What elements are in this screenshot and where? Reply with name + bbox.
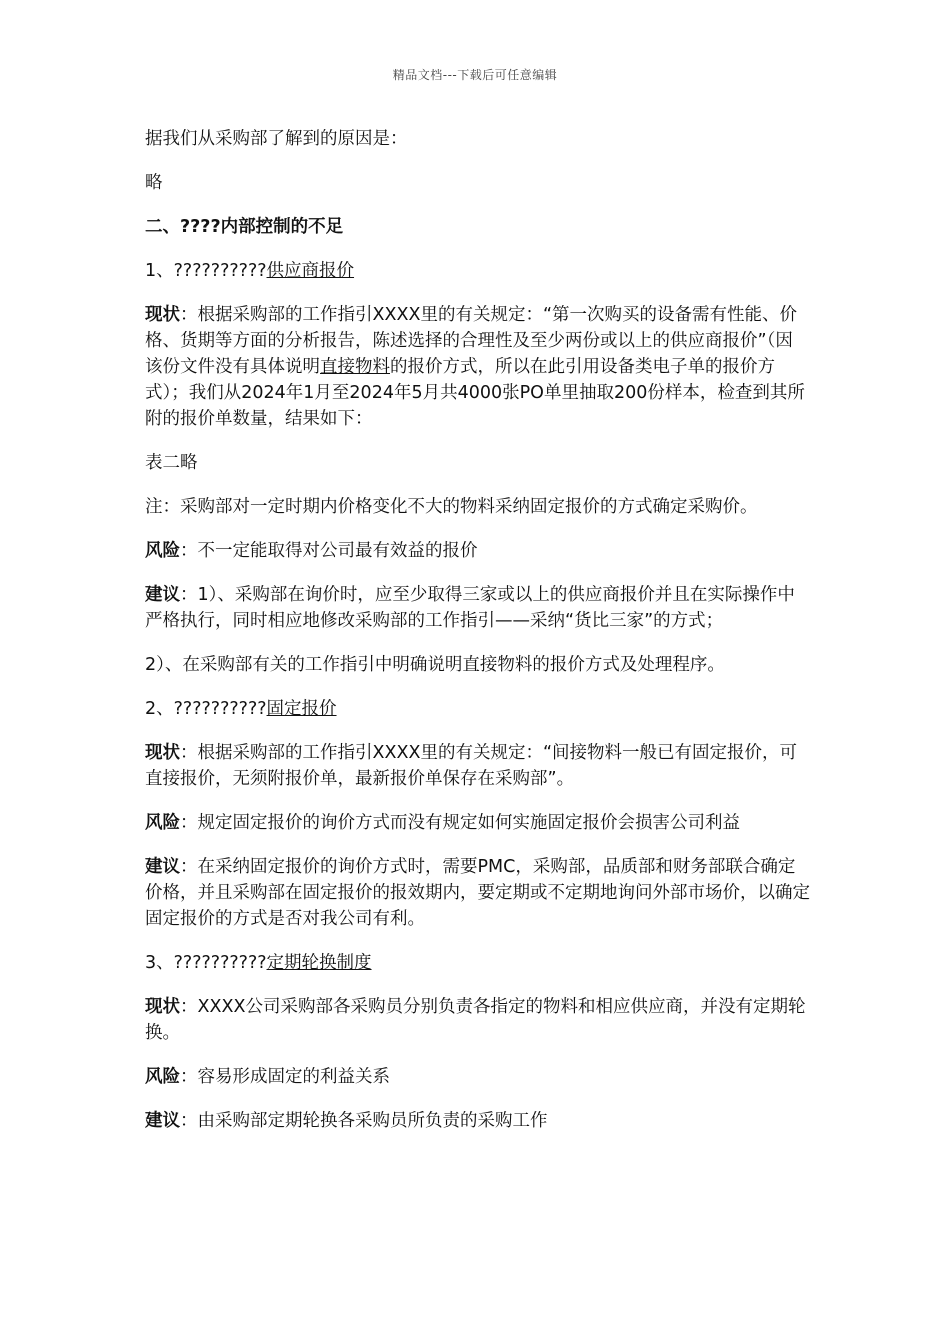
item3-status-text: ：XXXX公司采购部各采购员分别负责各指定的物料和相应供应商，并没有定期轮换。 — [145, 997, 806, 1043]
item3-status-paragraph — [145, 994, 810, 1046]
item1-heading — [145, 258, 810, 284]
item3-number: 3、?????????? — [145, 953, 267, 973]
section-heading — [145, 214, 810, 240]
document-body — [145, 126, 810, 1152]
item2-risk-text: ：规定固定报价的询价方式而没有规定如何实施固定报价会损害公司利益 — [180, 813, 740, 833]
item3-status-label: 现状 — [145, 997, 180, 1017]
item2-title: 固定报价 — [266, 699, 337, 719]
item2-number: 2、?????????? — [145, 699, 267, 719]
item2-status-label: 现状 — [145, 743, 180, 763]
item1-risk-text: ：不一定能取得对公司最有效益的报价 — [180, 541, 478, 561]
item1-status-underlined: 直接物料 — [320, 357, 390, 377]
section-heading-prefix: 二、???? — [145, 217, 221, 237]
item1-table-note: 表二略 — [145, 453, 198, 473]
item3-heading — [145, 950, 810, 976]
item1-suggestion2-paragraph: 2）、在采购部有关的工作指引中明确说明直接物料的报价方式及处理程序。 — [145, 655, 725, 675]
item1-suggestion-paragraph — [145, 582, 810, 634]
item3-risk-paragraph — [145, 1064, 810, 1090]
item3-risk-text: ：容易形成固定的利益关系 — [180, 1067, 390, 1087]
item2-suggestion-text: ：在采纳固定报价的询价方式时，需要PMC，采购部，品质部和财务部联合确定价格，并且采购部在固定报价的报效期内，要定期或不定期地询问外部市场价，以确定固定报价的方式是否对我公司有利。 — [145, 857, 810, 929]
item1-status-text-b: 的报价方式，所以在此引用设备类电子单的报价方式）；我们从2024年1月至2024年5月共4000张PO单里抽取200份样本，检查到其所附的报价单数量，结果如下： — [145, 357, 805, 429]
item2-risk-label: 风险 — [145, 813, 180, 833]
item2-status-text: ：根据采购部的工作指引XXXX里的有关规定：“间接物料一般已有固定报价，可直接报价，无须附报价单，最新报价单保存在采购部”。 — [145, 743, 798, 789]
item3-risk-label: 风险 — [145, 1067, 180, 1087]
intro-paragraph: 据我们从采购部了解到的原因是： — [145, 129, 408, 149]
item2-risk-paragraph — [145, 810, 810, 836]
item1-status-text-a: ：根据采购部的工作指引XXXX里的有关规定：“第一次购买的设备需有性能、价格、货期等方面的分析报告，陈述选择的合理性及至少两份或以上的供应商报价”（因该份文件没有具体说明 — [145, 305, 798, 377]
item1-risk-label: 风险 — [145, 541, 180, 561]
item1-status-paragraph — [145, 302, 810, 432]
item1-suggestion-text: ：1）、采购部在询价时，应至少取得三家或以上的供应商报价并且在实际操作中严格执行，同时相应地修改采购部的工作指引——采纳“货比三家”的方式； — [145, 585, 795, 631]
item2-suggestion-paragraph — [145, 854, 810, 932]
item1-title: 供应商报价 — [266, 261, 355, 281]
item1-note: 注：采购部对一定时期内价格变化不大的物料采纳固定报价的方式确定采购价。 — [145, 497, 758, 517]
omitted-paragraph: 略 — [145, 173, 163, 193]
item2-status-paragraph — [145, 740, 810, 792]
item1-number: 1、?????????? — [145, 261, 267, 281]
item1-status-label: 现状 — [145, 305, 180, 325]
item3-suggestion-label: 建议 — [145, 1111, 180, 1131]
item2-suggestion-label: 建议 — [145, 857, 180, 877]
section-heading-title: 内部控制的不足 — [220, 217, 344, 237]
item2-heading — [145, 696, 810, 722]
item1-risk-paragraph — [145, 538, 810, 564]
item3-suggestion-paragraph — [145, 1108, 810, 1134]
page-header: 精品文档---下载后可任意编辑 — [392, 68, 558, 82]
item1-suggestion-label: 建议 — [145, 585, 180, 605]
item3-suggestion-text: ：由采购部定期轮换各采购员所负责的采购工作 — [180, 1111, 548, 1131]
item3-title: 定期轮换制度 — [266, 953, 372, 973]
